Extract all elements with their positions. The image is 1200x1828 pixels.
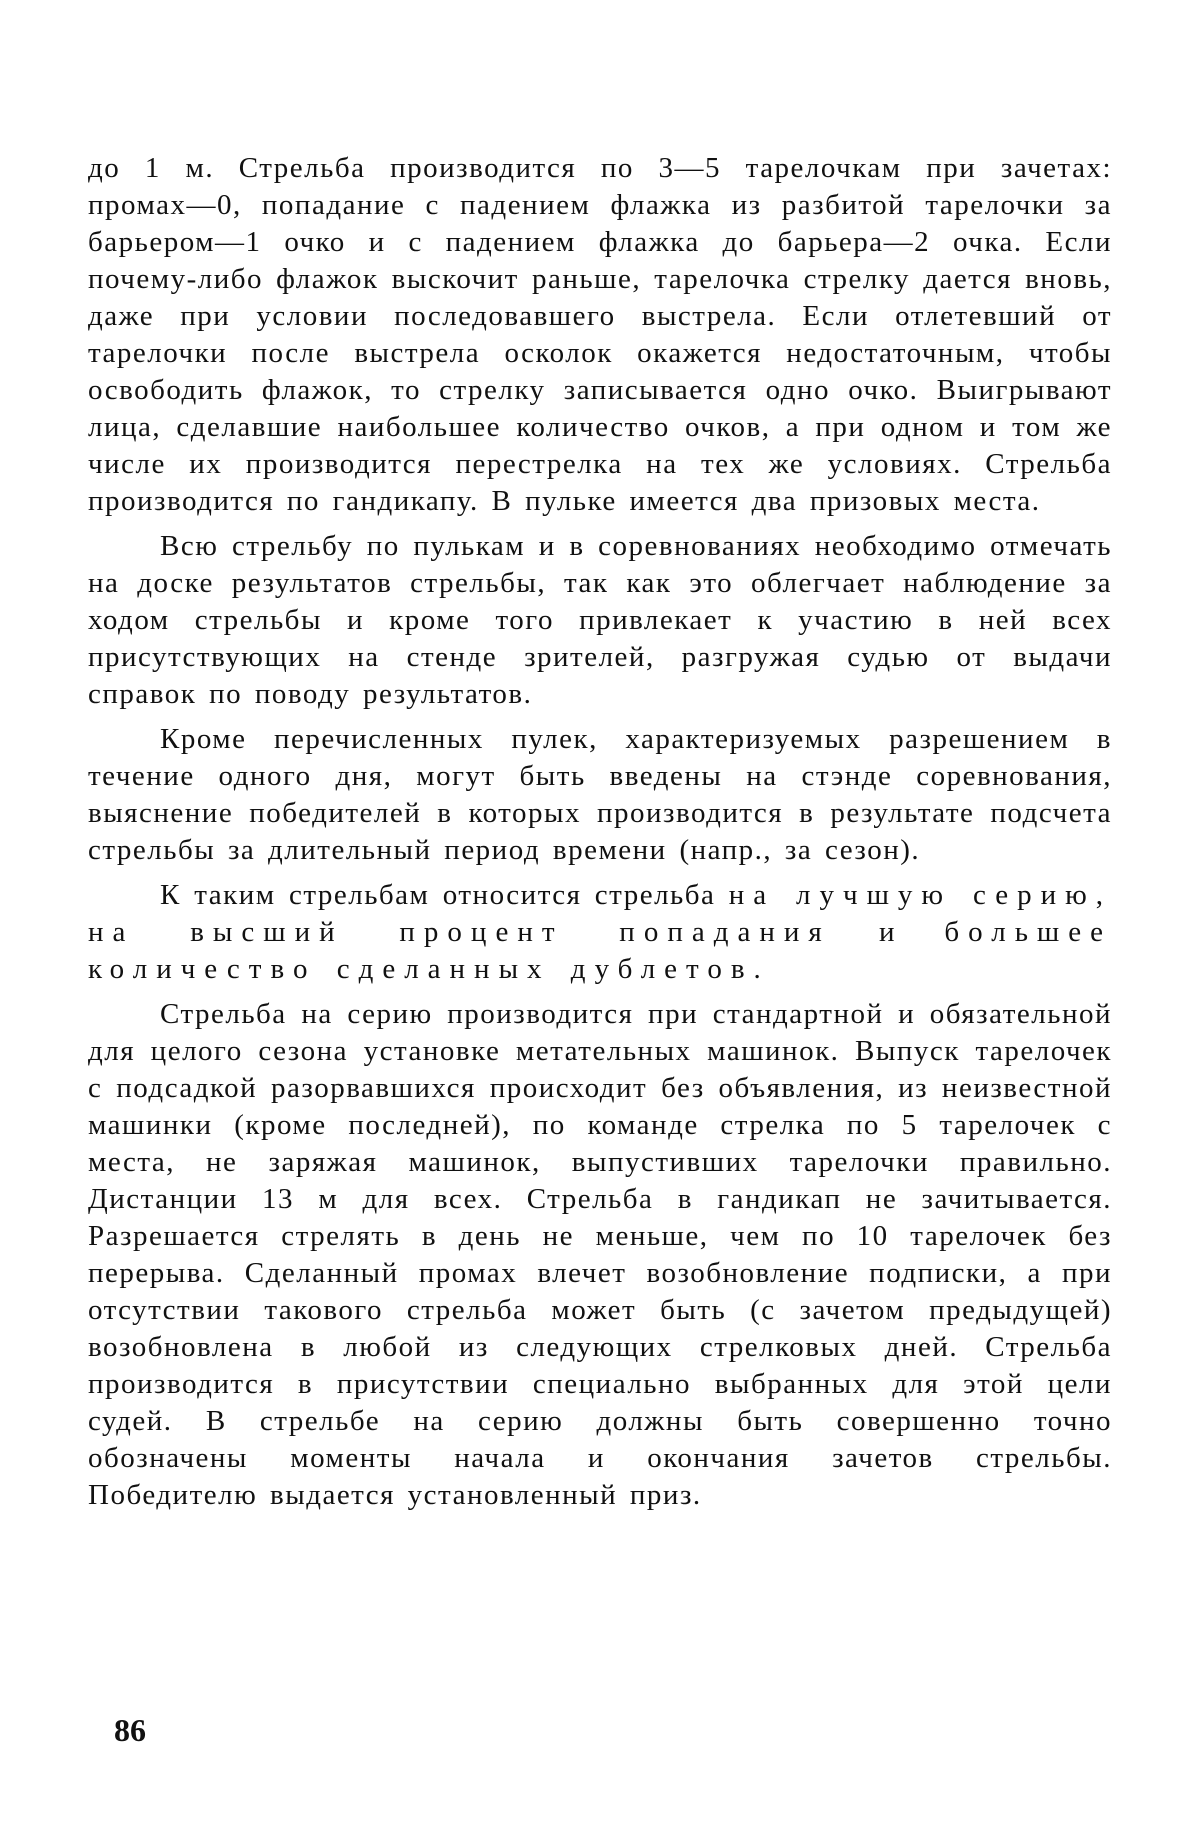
- paragraph-4-conjunction: и: [830, 916, 945, 948]
- paragraph-3: Кроме перечисленных пулек, характеризуемых разрешением в течение одного дня, могут быть введены на стэнде соревнования, выяснение победителей в которых производится в результате подсчета стрельбы за длительный период времени (напр., за сезон).: [88, 723, 1112, 866]
- page-number: 86: [114, 1712, 146, 1748]
- paragraph-5: Стрельба на серию производится при стандартной и обязательной для целого сезона установке метательных машинок. Выпуск тарелочек с подсадкой разорвавшихся происходит без объявления, из неизвестной машинки (кроме последней), по команде стрелка по 5 тарелочек с места, не заряжая машинок, выпустивших тарелочки правильно. Дистанции 13 м для всех. Стрельба в гандикап не зачитывается. Разрешается стрелять в день не меньше, чем по 10 тарелочек без перерыва. Сделанный промах влечет возобновление подписки, а при отсутствии такового стрельба может быть (с зачетом предыдущей) возобновлена в любой из следующих стрелковых дней. Стрельба производится в присутствии специально выбранных для этой цели судей. В стрельбе на серию должны быть совершенно точно обозначены моменты начала и окончания зачетов стрельбы. Победителю выдается установленный приз.: [88, 998, 1112, 1511]
- paragraph-4: [88, 877, 1112, 988]
- paragraph-4-lead: К таким стрельбам относится стрельба: [160, 879, 729, 911]
- paragraph-4-end: .: [753, 953, 763, 985]
- paragraph-1: до 1 м. Стрельба производится по 3—5 тарелочкам при зачетах: промах—0, попадание с падением флажка из разбитой тарелочки за барьером—1 очко и с падением флажка до барьера—2 очка. Если почему-либо флажок выскочит раньше, тарелочка стрелку дается вновь, даже при условии последовавшего выстрела. Если отлетевший от тарелочки после выстрела осколок окажется недостаточным, чтобы освободить флажок, то стрелку записывается одно очко. Выигрывают лица, сделавшие наибольшее количество очков, а при одном и том же числе их производится перестрелка на тех же условиях. Стрельба производится по гандикапу. В пульке имеется два призовых места.: [88, 152, 1112, 517]
- paragraph-4-spaced-phrase-1: на лучшую серию, на высший процент попадания: [88, 879, 1113, 948]
- paragraph-4-spaced-phrase-2: большее количество сделанных дублетов: [88, 916, 1112, 985]
- text-column: [88, 150, 1112, 1522]
- paragraph-2: Всю стрельбу по пулькам и в соревнованиях необходимо отмечать на доске результатов стрельбы, так как это облегчает наблюдение за ходом стрельбы и кроме того привлекает к участию в ней всех присутствующих на стенде зрителей, разгружая судью от выдачи справок по поводу результатов.: [88, 530, 1112, 710]
